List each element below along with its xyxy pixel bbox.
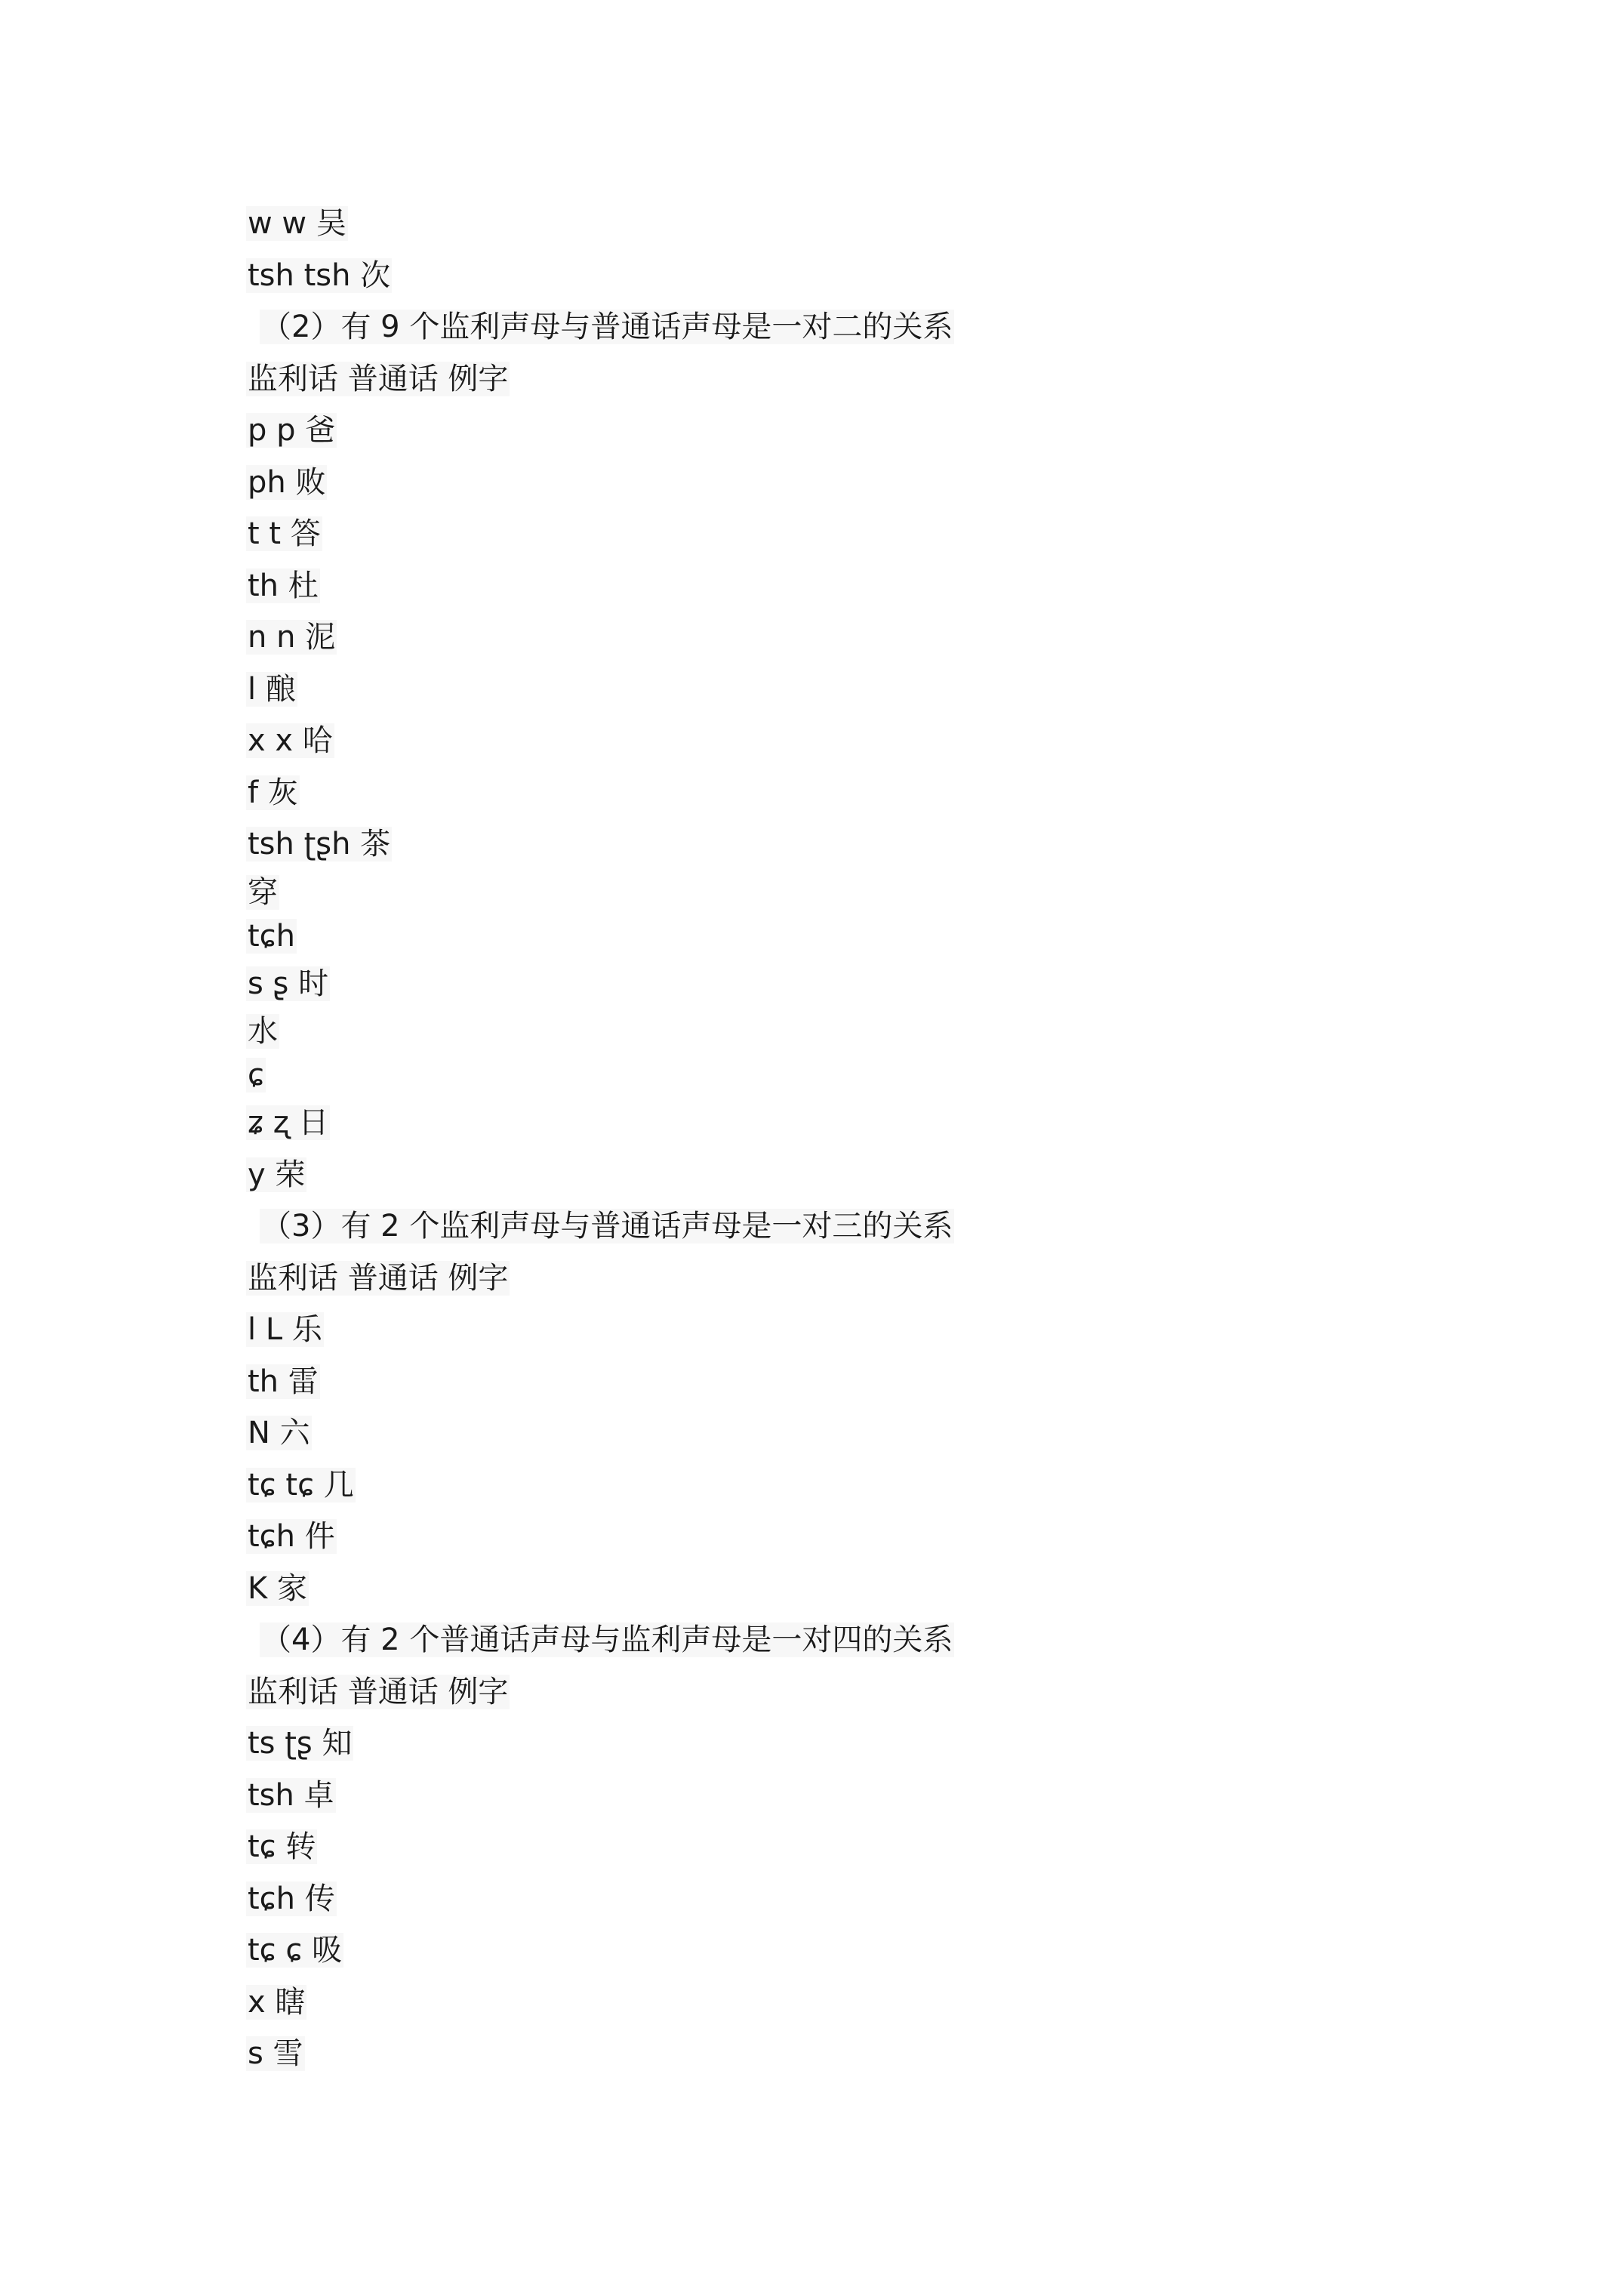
text-line: tɕh 件 [248, 1519, 335, 1554]
text-line: ts ʈʂ 知 [248, 1726, 353, 1761]
text-line: ɕ [248, 1058, 264, 1093]
text-line: 水 [248, 1014, 278, 1049]
text-line: tsh 卓 [248, 1777, 334, 1813]
text-line: tɕh 传 [248, 1881, 335, 1916]
section-heading: （3）有 2 个监利声母与普通话声母是一对三的关系 [261, 1209, 953, 1244]
text-line: tsh tsh 次 [248, 257, 391, 293]
text-line: l 酿 [248, 671, 296, 707]
section-heading: （2）有 9 个监利声母与普通话声母是一对二的关系 [261, 310, 953, 344]
text-line: y 荣 [248, 1157, 306, 1192]
text-line: f 灰 [248, 775, 298, 810]
text-line: tɕ tɕ 几 [248, 1467, 354, 1502]
text-line: n n 泥 [248, 620, 336, 655]
table-header: 监利话 普通话 例字 [248, 1260, 509, 1296]
text-line: th 杜 [248, 568, 319, 603]
text-line: tɕh [248, 918, 296, 954]
text-line: tɕ ɕ 吸 [248, 1933, 343, 1968]
text-line: N 六 [248, 1416, 310, 1450]
text-line: t t 答 [248, 516, 321, 551]
text-line: tɕ 转 [248, 1829, 316, 1864]
text-line: w w 吴 [248, 206, 346, 241]
text-line: x x 哈 [248, 723, 333, 758]
text-line: th 雷 [248, 1364, 319, 1399]
text-line: K 家 [248, 1570, 307, 1606]
text-line: s 雪 [248, 2036, 303, 2071]
text-line: tsh ʈʂh 茶 [248, 827, 391, 861]
text-line: ph 败 [248, 464, 326, 500]
document-body [246, 198, 1378, 2080]
section-heading: （4）有 2 个普通话声母与监利声母是一对四的关系 [261, 1623, 953, 1657]
text-line: s ʂ 时 [248, 966, 329, 1001]
table-header: 监利话 普通话 例字 [248, 1674, 509, 1709]
table-header: 监利话 普通话 例字 [248, 361, 509, 396]
text-line: 穿 [248, 874, 278, 910]
text-line: l L 乐 [248, 1312, 322, 1347]
text-line: p p 爸 [248, 413, 336, 448]
text-line: ʑ ʐ 日 [248, 1105, 329, 1140]
text-line: x 瞎 [248, 1984, 306, 2020]
